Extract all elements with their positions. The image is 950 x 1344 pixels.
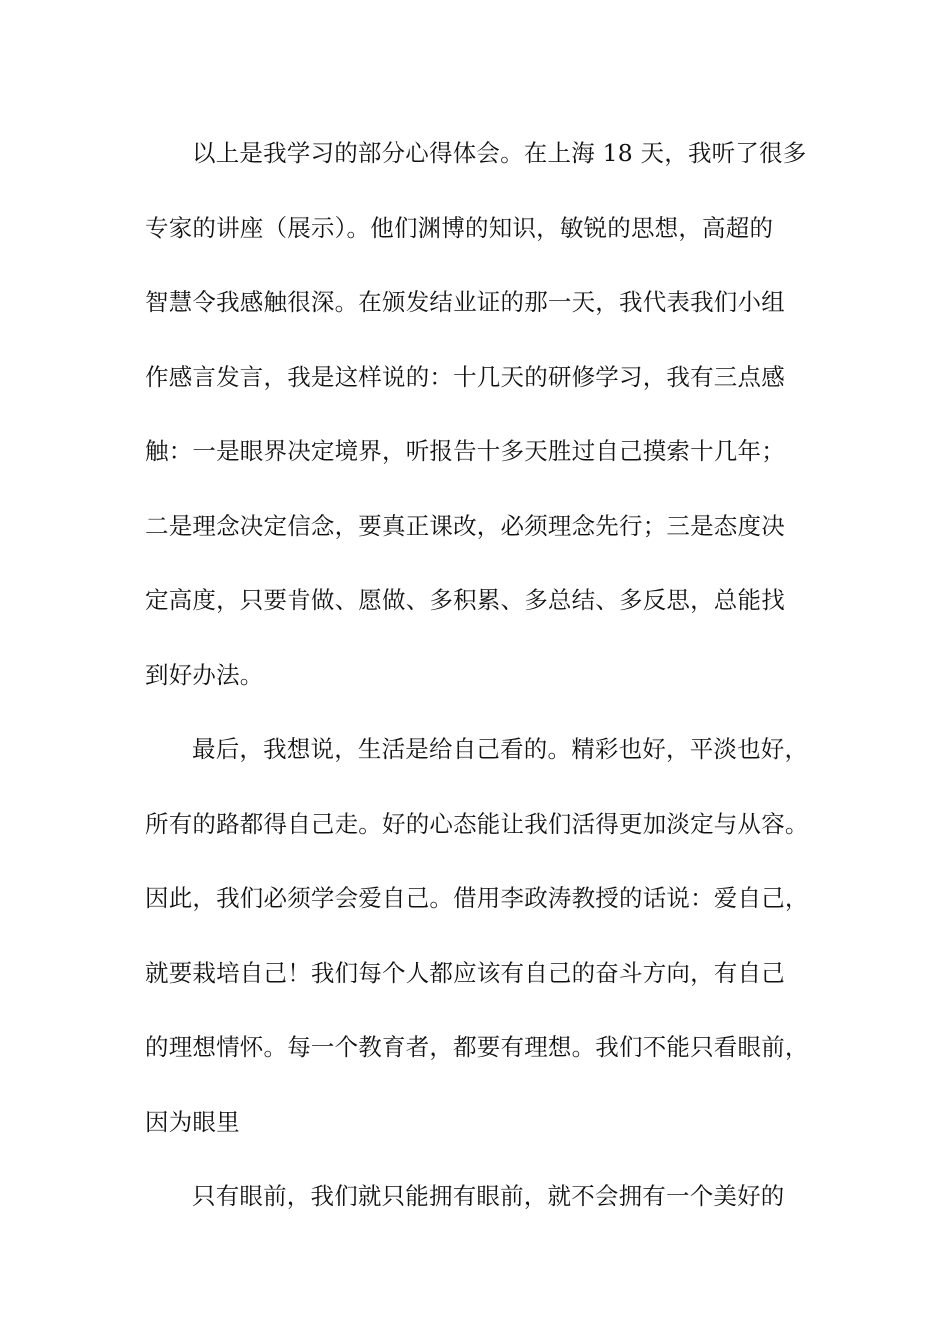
text-line: 因此，我们必须学会爱自己。借用李政涛教授的话说：爱自己，	[145, 884, 809, 912]
text-line: 所有的路都得自己走。好的心态能让我们活得更加淡定与从容。	[145, 809, 809, 838]
document-body	[145, 130, 835, 1248]
text-line: 到好办法。	[145, 660, 264, 689]
text-line: 触：一是眼界决定境界，听报告十多天胜过自己摸索十几年；	[145, 437, 785, 465]
text-line: 专家的讲座（展示）。他们渊博的知识，敏锐的思想，高超的	[145, 213, 774, 242]
text-line: 二是理念决定信念，要真正课改，必须理念先行；三是态度决	[145, 511, 785, 540]
text-line: 只有眼前，我们就只能拥有眼前，就不会拥有一个美好的	[192, 1182, 785, 1210]
text-line: 智慧令我感触很深。在颁发结业证的那一天，我代表我们小组	[145, 288, 785, 316]
text-line: 的理想情怀。每一个教育者，都要有理想。我们不能只看眼前，	[145, 1033, 809, 1061]
text-line: 最后，我想说，生活是给自己看的。精彩也好，平淡也好，	[192, 735, 809, 763]
text-line: 因为眼里	[145, 1107, 240, 1136]
text-line: 作感言发言，我是这样说的：十几天的研修学习，我有三点感	[145, 362, 785, 391]
text-line: 就要栽培自己！我们每个人都应该有自己的奋斗方向，有自己	[145, 958, 785, 987]
text-line: 以上是我学习的部分心得体会。在上海 18 天，我听了很多	[192, 139, 807, 167]
text-line: 定高度，只要肯做、愿做、多积累、多总结、多反思，总能找	[145, 586, 785, 614]
